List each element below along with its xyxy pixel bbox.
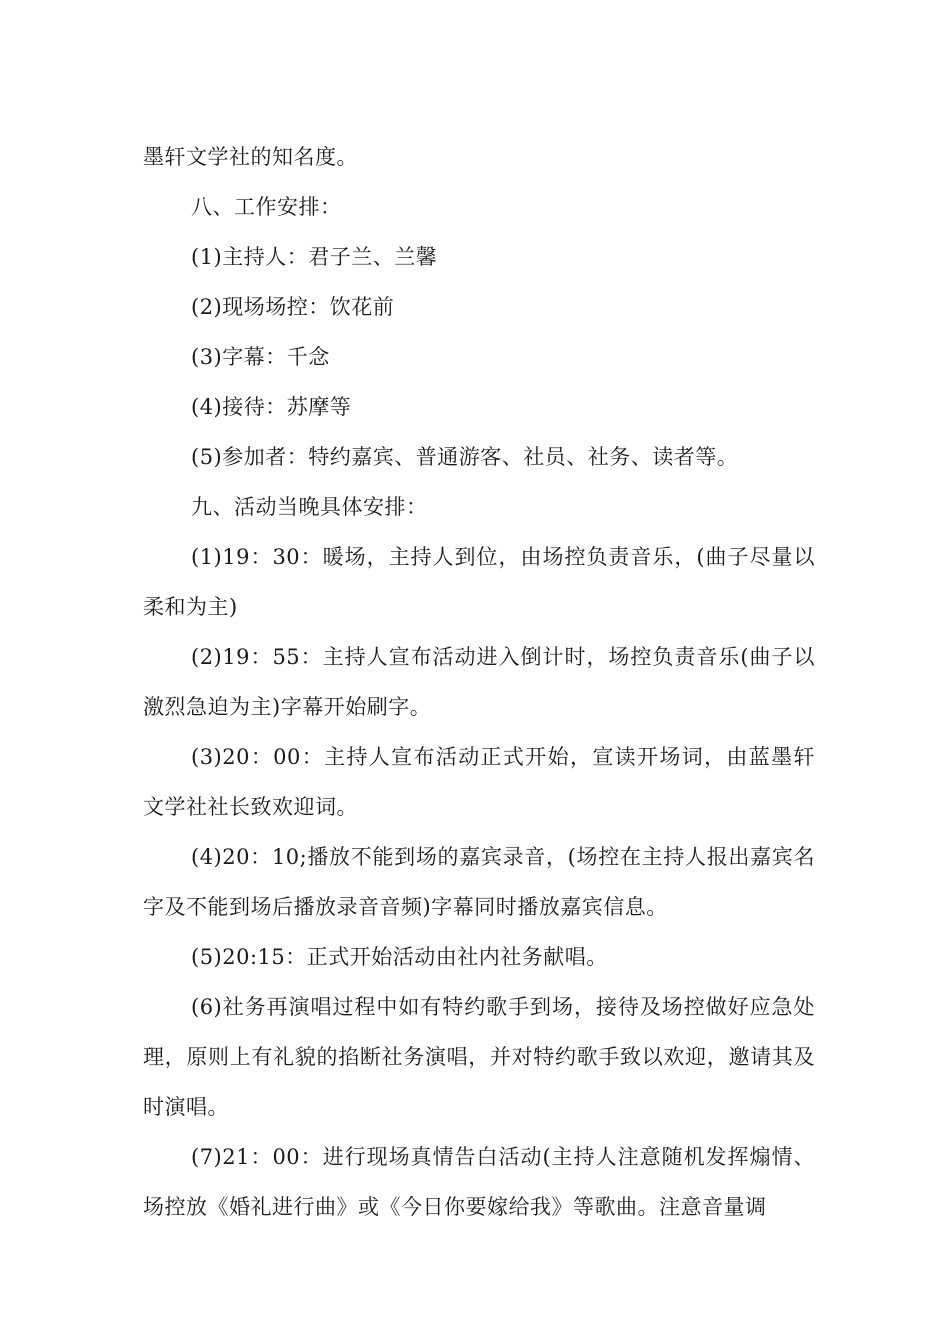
paragraph: 墨轩文学社的知名度。 [143,145,358,169]
section-heading-work-arrangement: 八、工作安排： [191,195,342,219]
paragraph-participants: (5)参加者：特约嘉宾、普通游客、社员、社务、读者等。 [191,445,739,469]
schedule-item-4: (4)20：10;播放不能到场的嘉宾录音，(场控在主持人报出嘉宾名字及不能到场后播放录音音频)字幕同时播放嘉宾信息。 [143,845,815,919]
schedule-item-5: (5)20:15：正式开始活动由社内社务献唱。 [191,945,608,969]
paragraph-field-control: (2)现场场控：饮花前 [191,295,395,319]
schedule-item-7: (7)21：00：进行现场真情告白活动(主持人注意随机发挥煽情、场控放《婚礼进行曲》或《今日你要嫁给我》等歌曲。注意音量调 [143,1145,815,1219]
schedule-item-1: (1)19：30：暖场，主持人到位，由场控负责音乐，(曲子尽量以柔和为主) [143,545,815,619]
paragraph-reception: (4)接待：苏摩等 [191,395,352,419]
schedule-item-3: (3)20：00：主持人宣布活动正式开始，宣读开场词，由蓝墨轩文学社社长致欢迎词。 [143,745,815,819]
section-heading-evening-schedule: 九、活动当晚具体安排： [191,495,428,519]
schedule-item-6: (6)社务再演唱过程中如有特约歌手到场，接待及场控做好应急处理，原则上有礼貌的掐断社务演唱，并对特约歌手致以欢迎，邀请其及时演唱。 [143,995,815,1119]
paragraph-host: (1)主持人：君子兰、兰馨 [191,245,438,269]
paragraph-subtitles: (3)字幕：千念 [191,345,330,369]
schedule-item-2: (2)19：55：主持人宣布活动进入倒计时，场控负责音乐(曲子以激烈急迫为主)字幕开始刷字。 [143,645,815,719]
document-body [143,132,815,1232]
